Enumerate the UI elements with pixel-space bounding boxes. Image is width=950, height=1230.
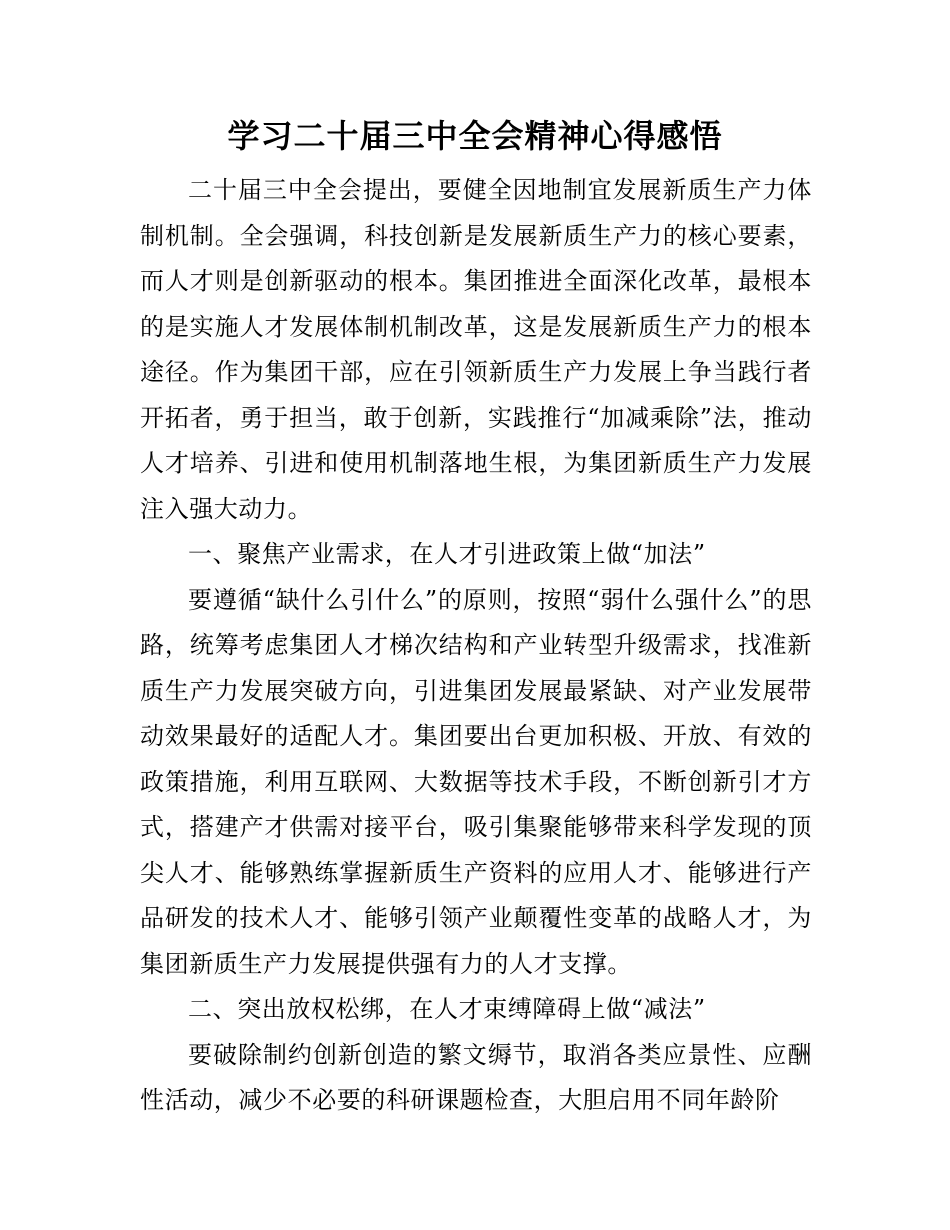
paragraph-intro: 二十届三中全会提出，要健全因地制宜发展新质生产力体制机制。全会强调，科技创新是发展新质生产力的核心要素，而人才则是创新驱动的根本。集团推进全面深化改革，最根本的是实施人才发展体制机制改革，这是发展新质生产力的根本途径。作为集团干部，应在引领新质生产力发展上争当践行者开拓者，勇于担当，敢于创新，实践推行“加减乘除”法，推动人才培养、引进和使用机制落地生根，为集团新质生产力发展注入强大动力。	[140, 176, 812, 523]
document-title: 学习二十届三中全会精神心得感悟	[227, 117, 723, 155]
document-body	[140, 168, 812, 1124]
paragraph-section-1: 要遵循“缺什么引什么”的原则，按照“弱什么强什么”的思路，统筹考虑集团人才梯次结构和产业转型升级需求，找准新质生产力发展突破方向，引进集团发展最紧缺、对产业发展带动效果最好的适配人才。集团要出台更加积极、开放、有效的政策措施，利用互联网、大数据等技术手段，不断创新引才方式，搭建产才供需对接平台，吸引集聚能够带来科学发现的顶尖人才、能够熟练掌握新质生产资料的应用人才、能够进行产品研发的技术人才、能够引领产业颠覆性变革的战略人才，为集团新质生产力发展提供强有力的人才支撑。	[140, 585, 812, 978]
section-heading-2: 二、突出放权松绑，在人才束缚障碍上做“减法”	[188, 995, 706, 1023]
paragraph-section-2: 要破除制约创新创造的繁文缛节，取消各类应景性、应酬性活动，减少不必要的科研课题检查，大胆启用不同年龄阶	[140, 1040, 812, 1114]
section-heading-1: 一、聚焦产业需求，在人才引进政策上做“加法”	[188, 540, 706, 568]
